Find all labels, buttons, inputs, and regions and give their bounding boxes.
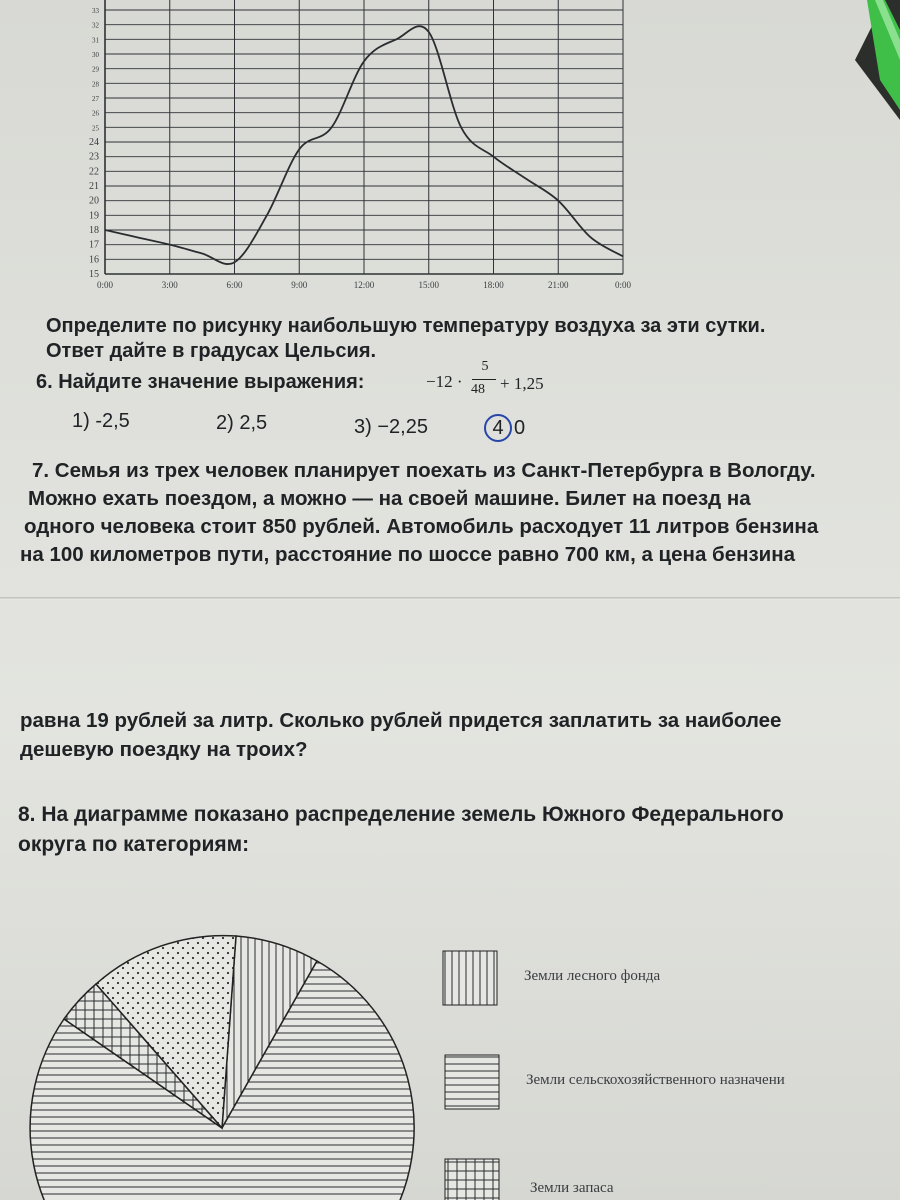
- q6-option-4: [484, 414, 525, 442]
- y-tick-label: 28: [92, 80, 99, 89]
- land-categories-pie-chart: [0, 925, 430, 1200]
- y-tick-label: 30: [92, 51, 99, 59]
- q6-fraction-bar: [472, 379, 496, 380]
- x-tick-label: 0:00: [614, 280, 632, 290]
- legend-label-reserve: Земли запаса: [530, 1180, 614, 1196]
- q6-option-4-value: 0: [514, 417, 526, 439]
- q6-option-3: 3) −2,25: [354, 416, 428, 438]
- q7-line1: 7. Семья из трех человек планирует поехать из Санкт-Петербурга в Вологду.: [32, 459, 816, 482]
- y-tick-label: 15: [89, 269, 99, 280]
- green-marker-cap: [845, 0, 900, 120]
- x-tick-label: 18:00: [483, 280, 504, 290]
- legend-swatch-agricultural: [444, 1054, 500, 1110]
- q6-expression-suffix: + 1,25: [500, 374, 544, 393]
- y-axis-ticks: [89, 7, 100, 280]
- q5-question-line2: Ответ дайте в градусах Цельсия.: [46, 340, 377, 362]
- y-tick-label: 33: [92, 7, 99, 15]
- legend-label-agricultural: Земли сельскохозяйственного назначени: [526, 1072, 785, 1088]
- legend-swatch-forest: [442, 950, 498, 1006]
- y-tick-label: 20: [89, 195, 99, 207]
- q6-option-1: 1) -2,5: [72, 410, 130, 432]
- temperature-chart: [60, 0, 640, 300]
- chart-grid: [105, 0, 623, 274]
- q6-option-2: 2) 2,5: [216, 412, 268, 434]
- page-fold-divider: [0, 597, 900, 600]
- x-tick-label: 9:00: [291, 280, 308, 290]
- x-tick-label: 21:00: [547, 280, 569, 290]
- q7-line6: дешевую поездку на троих?: [20, 738, 308, 761]
- pen-circle-mark: 4: [484, 414, 512, 442]
- x-tick-label: 3:00: [161, 280, 178, 290]
- y-tick-label: 25: [92, 124, 99, 133]
- y-tick-label: 18: [89, 225, 99, 236]
- y-tick-label: 31: [92, 36, 99, 45]
- q7-line2: Можно ехать поездом, а можно — на своей машине. Билет на поезд на: [28, 487, 751, 510]
- q6-expression-prefix: −12 ·: [426, 372, 463, 391]
- legend-label-forest: Земли лесного фонда: [524, 968, 661, 984]
- y-tick-label: 32: [92, 21, 99, 30]
- q7-line5: равна 19 рублей за литр. Сколько рублей придется заплатить за наиболее: [20, 709, 782, 732]
- y-tick-label: 22: [89, 166, 99, 178]
- x-axis-ticks: [97, 280, 632, 290]
- q5-question-line1: Определите по рисунку наибольшую температуру воздуха за эти сутки.: [46, 315, 766, 337]
- y-tick-label: 27: [92, 95, 99, 103]
- q8-line1: 8. На диаграмме показано распределение земель Южного Федерального: [18, 803, 784, 826]
- x-tick-label: 15:00: [418, 280, 440, 290]
- y-tick-label: 24: [89, 137, 99, 148]
- q8-line2: округа по категориям:: [18, 833, 250, 856]
- y-tick-label: 16: [89, 254, 99, 266]
- legend-swatch-reserve: [444, 1158, 500, 1200]
- y-tick-label: 19: [89, 210, 99, 222]
- q6-fraction-numerator: 5: [481, 359, 489, 374]
- q6-prompt: 6. Найдите значение выражения:: [36, 371, 365, 393]
- y-tick-label: 21: [89, 181, 99, 192]
- x-tick-label: 6:00: [226, 280, 243, 290]
- y-tick-label: 23: [89, 151, 99, 163]
- q7-line3: одного человека стоит 850 рублей. Автомобиль расходует 11 литров бензина: [24, 515, 819, 538]
- x-tick-label: 12:00: [353, 280, 375, 290]
- q6-fraction-denominator: 48: [471, 382, 485, 397]
- y-tick-label: 26: [92, 109, 99, 118]
- q7-line4: на 100 километров пути, расстояние по шоссе равно 700 км, а цена бензина: [20, 543, 796, 566]
- x-tick-label: 0:00: [96, 280, 114, 290]
- y-tick-label: 29: [92, 65, 99, 74]
- y-tick-label: 17: [89, 239, 99, 251]
